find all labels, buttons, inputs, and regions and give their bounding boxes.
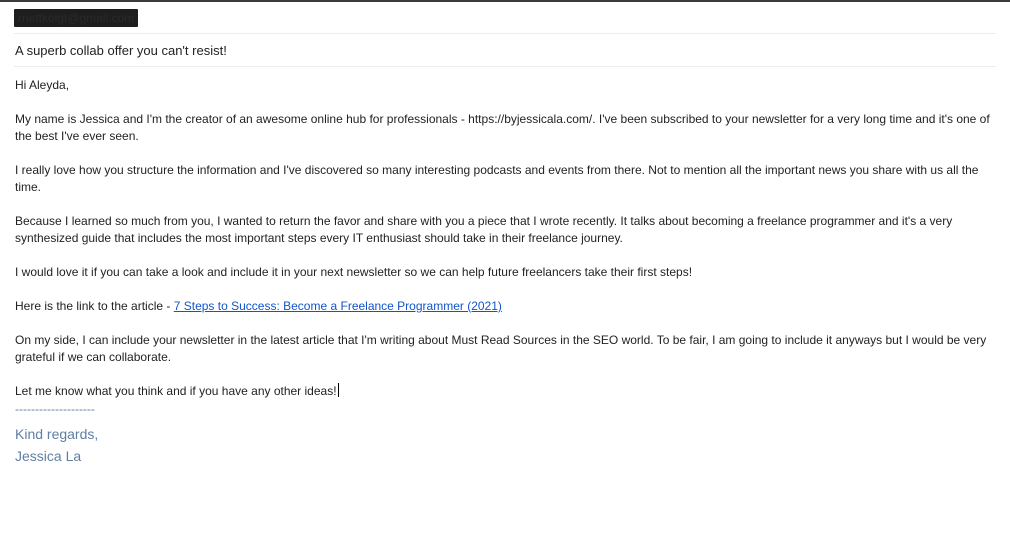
signature-block bbox=[15, 423, 1000, 467]
recipient-field[interactable] bbox=[14, 9, 138, 29]
text-cursor bbox=[338, 383, 339, 397]
signature-closing: Kind regards, bbox=[15, 426, 99, 442]
closing-text: Let me know what you think and if you have any other ideas! bbox=[15, 384, 337, 398]
paragraph-appreciation: I really love how you structure the information and I've discovered so many interesting podcasts and events from there. Not to mention all the important news you share with us all the time. bbox=[15, 163, 979, 194]
greeting: Hi Aleyda, bbox=[15, 78, 70, 92]
paragraph-collab: On my side, I can include your newsletter in the latest article that I'm writing about Must Read Sources in the SEO world. To be fair, I am going to include it anyways but I would be very grateful if we can collaborate. bbox=[15, 333, 987, 364]
header-divider bbox=[14, 33, 996, 34]
paragraph-offer: Because I learned so much from you, I wanted to return the favor and share with you a piece that I wrote recently. It talks about becoming a freelance programmer and it's a very synthesized guide that includes the most important steps every IT enthusiast should take in their freelance journey. bbox=[15, 214, 953, 245]
window-top-border bbox=[0, 0, 1010, 2]
email-body-editor[interactable] bbox=[15, 77, 1000, 467]
signature-name: Jessica La bbox=[15, 448, 82, 464]
paragraph-intro: My name is Jessica and I'm the creator of an awesome online hub for professionals - https://byjessicala.com/. I've been subscribed to your newsletter for a very long time and it's one of the best I've ever seen. bbox=[15, 112, 990, 143]
signature-separator: -------------------- bbox=[15, 402, 95, 416]
article-link[interactable]: 7 Steps to Success: Become a Freelance Programmer (2021) bbox=[173, 299, 502, 313]
paragraph-closing bbox=[15, 383, 1000, 400]
paragraph-link bbox=[15, 298, 1000, 315]
redacted-recipient-email: rnettkolgt@gmail.com bbox=[14, 9, 138, 27]
email-subject[interactable]: A superb collab offer you can't resist! bbox=[15, 43, 227, 58]
subject-divider bbox=[14, 66, 996, 67]
paragraph-request: I would love it if you can take a look and include it in your next newsletter so we can help future freelancers take their first steps! bbox=[15, 265, 693, 279]
link-prefix: Here is the link to the article - bbox=[15, 299, 174, 313]
